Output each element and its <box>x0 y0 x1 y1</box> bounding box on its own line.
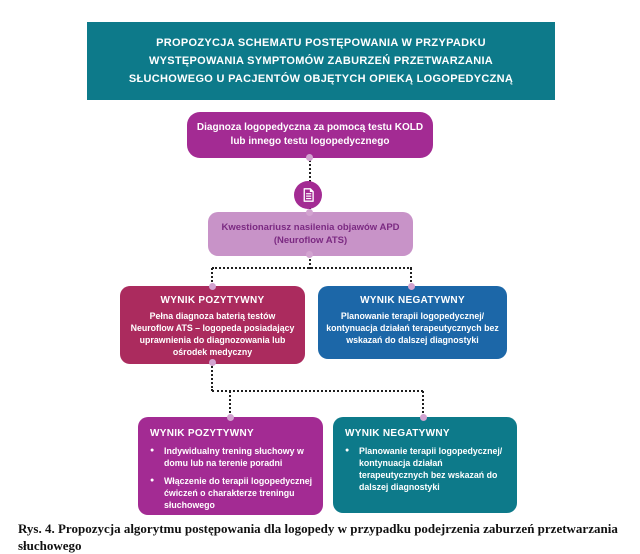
connector-line <box>212 390 423 392</box>
bottom-negative-list <box>345 445 509 493</box>
connector-endpoint-dot <box>306 251 313 258</box>
connector-endpoint-dot <box>420 414 427 421</box>
diagnosis-line: lub innego testu logopedycznego <box>230 136 390 147</box>
connector-endpoint-dot <box>227 414 234 421</box>
connector-line <box>211 363 213 391</box>
mid-negative-node <box>318 286 507 359</box>
questionnaire-node <box>208 212 413 256</box>
connector-endpoint-dot <box>306 209 313 216</box>
bottom-negative-node <box>333 417 517 513</box>
mid-positive-node <box>120 286 305 364</box>
document-icon <box>300 186 317 204</box>
questionnaire-line: Kwestionariusz nasilenia objawów APD <box>221 222 400 233</box>
bottom-negative-title: WYNIK NEGATYWNY <box>345 428 450 439</box>
bullet-item: ● Indywidualny trening słuchowy w domu lub na terenie poradni <box>150 445 315 469</box>
connector-line <box>212 267 412 269</box>
bottom-positive-node <box>138 417 323 515</box>
connector-endpoint-dot <box>408 283 415 290</box>
connector-endpoint-dot <box>209 359 216 366</box>
mid-negative-title: WYNIK NEGATYWNY <box>360 295 465 306</box>
header-line: WYSTĘPOWANIA SYMPTOMÓW ZABURZEŃ PRZETWARZANIA <box>148 55 494 67</box>
header-banner <box>87 22 555 100</box>
diagnosis-line: Diagnoza logopedyczna za pomocą testu KOLD <box>196 122 424 133</box>
header-line: PROPOZYCJA SCHEMATU POSTĘPOWANIA W PRZYPADKU <box>156 37 486 49</box>
bullet-item: ● Włączenie do terapii logopedycznej ćwiczeń o charakterze treningu słuchowego <box>150 475 315 511</box>
mid-positive-title: WYNIK POZYTYWNY <box>160 295 265 306</box>
mid-negative-body: Planowanie terapii logopedycznej/ kontynuacja działań terapeutycznych bez wskazań do dalszej diagnostyki <box>326 311 499 345</box>
questionnaire-line: (Neuroflow ATS) <box>273 235 348 246</box>
connector-endpoint-dot <box>306 154 313 161</box>
diagnosis-node <box>187 112 433 158</box>
bottom-positive-title: WYNIK POZYTYWNY <box>150 428 254 439</box>
figure-caption: Rys. 4. Propozycja algorytmu postępowania dla logopedy w przypadku podejrzenia zaburzeń przetwarzania słuchowego <box>18 521 618 553</box>
connector-endpoint-dot <box>209 283 216 290</box>
header-line: SŁUCHOWEGO U PACJENTÓW OBJĘTYCH OPIEKĄ LOGOPEDYCZNĄ <box>128 73 514 85</box>
document-icon-badge <box>294 181 322 209</box>
bullet-item: ● Planowanie terapii logopedycznej/ kontynuacja działań terapeutycznych bez wskazań do dalszej diagnostyki <box>345 445 509 493</box>
mid-positive-body: Pełna diagnoza baterią testów Neuroflow ATS – logopeda posiadający uprawnienia do diagnozowania lub ośrodek medyczny <box>130 311 295 357</box>
bottom-positive-list <box>150 445 315 511</box>
